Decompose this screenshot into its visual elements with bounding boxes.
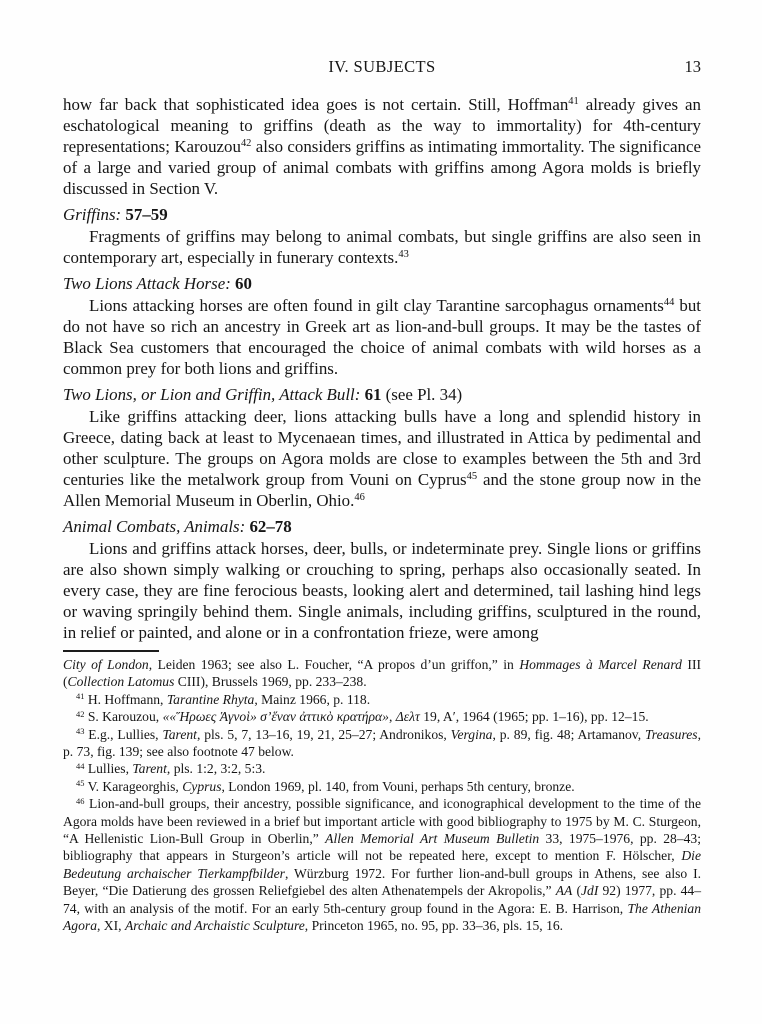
text-run: , p. 89, fig. 48; Artamanov, — [492, 726, 645, 742]
text-run: (see Pl. 34) — [381, 385, 463, 404]
text-run: JdI — [580, 883, 599, 899]
text-column — [63, 57, 701, 935]
text-run: , Mainz 1966, p. 118. — [254, 691, 371, 707]
footnote-marker: 41 — [76, 691, 85, 702]
text-run: Fragments of griffins may belong to animal combats, but single griffins are also seen in contemporary art, especially in funerary contexts. — [63, 227, 701, 267]
heading-two-lions-attack-horse — [63, 273, 701, 294]
text-run: III ( — [63, 657, 702, 690]
text-run: 19, Α′, 1964 (1965; pp. 1–16), pp. 12–15. — [419, 709, 649, 725]
text-run: , Princeton 1965, no. 95, pp. 33–36, pls. 15, 16. — [304, 918, 564, 934]
page-header — [63, 57, 701, 77]
text-run: Hommages à Marcel Renard — [519, 657, 682, 672]
footnote-44 — [63, 760, 701, 777]
text-run: Lullies, — [84, 761, 133, 777]
footnote-marker: 46 — [76, 795, 85, 806]
text-run: , pls. 1:2, 3:2, 5:3. — [166, 761, 266, 777]
running-head: IV. SUBJECTS — [328, 57, 436, 76]
text-run: Tarantine Rhyta — [166, 691, 255, 707]
text-run: E.g., Lullies, — [84, 726, 163, 742]
text-run: Cyprus — [182, 778, 222, 794]
page-number: 13 — [684, 57, 701, 76]
text-run: AA — [555, 883, 573, 899]
text-run: CIII), Brussels 1969, pp. 233–238. — [174, 674, 367, 690]
footnote-marker: 42 — [240, 138, 252, 150]
footnote-42 — [63, 708, 701, 725]
text-run: Two Lions, or Lion and Griffin, Attack Bull: — [63, 385, 365, 404]
footnote-marker: 43 — [398, 249, 409, 261]
text-run: Griffins: — [63, 205, 126, 224]
text-run: Lions and griffins attack horses, deer, bulls, or indeterminate prey. Single lions or griffins are also shown simply walking or crouching to spring, perhaps also occasionally seated. In every case, they are fine ferocious beasts, looking alert and determined, tail lashing hind legs or waving springily behind them. Single animals, including griffins, sculptured in the round, in relief or painted, and alone or in a confrontation frieze, were among — [63, 539, 701, 642]
text-run: Lions attacking horses are often found in gilt clay Tarantine sarcophagus ornaments — [89, 296, 664, 315]
text-run: Tarent — [162, 726, 197, 742]
text-run: Like griffins attacking deer, lions attacking bulls have a long and splendid history in Greece, dating back at least to Mycenaean times, and illustrated in Attica by pedimental and other sculpture. The groups on Agora molds are close to examples between the 5th and 3rd centuries like the metalwork group from Vouni on Cyprus — [63, 407, 701, 489]
text-run: ( — [572, 883, 581, 899]
paragraph-lions-griffin-attack-bull — [63, 406, 701, 511]
text-run: H. Hoffmann, — [84, 691, 167, 707]
text-run: , — [388, 709, 396, 725]
text-run: 33, 1975–1976, pp. 28–43; bibliography that appears in Sturgeon’s article will not be repeated here, except to mention F. Hölscher, — [63, 831, 701, 864]
text-run: 61 — [364, 385, 382, 404]
footnote-marker: 44 — [76, 760, 85, 771]
text-run: but do not have so rich an ancestry in Greek art as lion-and-bull groups. It may be the tastes of Black Sea customers that encouraged the choice of animal combats with wild horses as a common prey for both lions and griffins. — [63, 296, 701, 378]
text-run: Die Bedeutung archaischer Tierkampfbilder — [63, 848, 701, 881]
paragraph-griffins — [63, 226, 701, 268]
text-run: Archaic and Archaistic Sculpture — [124, 918, 305, 934]
footnote-41 — [63, 691, 701, 708]
text-run: 60 — [235, 274, 252, 293]
text-run: , pls. 5, 7, 13–16, 19, 21, 25–27; Andronikos, — [196, 726, 451, 742]
text-run: 92) 1977, pp. 44–74, with an analysis of the motif. For an early 5th-century group found in the Agora: E. B. Harrison, — [63, 883, 701, 916]
footnote-marker: 45 — [466, 471, 478, 483]
text-run: Allen Memorial Art Museum Bulletin — [325, 831, 540, 847]
text-run: 57–59 — [125, 205, 168, 224]
footnote-marker: 46 — [354, 492, 365, 504]
text-run: Animal Combats, Animals: — [63, 517, 250, 536]
footnote-marker: 43 — [76, 726, 85, 736]
footnote-marker: 44 — [663, 297, 675, 309]
paragraph-animal-combats — [63, 538, 701, 643]
text-run: ««Ἥρωες Ἁγνοὶ» σ’ἕναν ἀττικὸ κρατήρα» — [162, 709, 389, 725]
text-run: , Leiden 1963; see also L. Foucher, “A propos d’un griffon,” in — [148, 657, 520, 672]
footnote-45 — [63, 778, 701, 795]
paragraph-two-lions-attack-horse — [63, 295, 701, 379]
heading-animal-combats — [63, 516, 701, 537]
text-run: and the stone group now in the Allen Memorial Museum in Oberlin, Ohio. — [63, 470, 701, 510]
text-run: , London 1969, pl. 140, from Vouni, perhaps 5th century, bronze. — [221, 778, 575, 794]
footnote-marker: 42 — [76, 708, 85, 719]
text-run: already gives an eschatological meaning to griffins (death as the way to immortality) for 4th-century representations; Karouzou — [63, 95, 701, 156]
text-run: , Würzburg 1972. For further lion-and-bull groups in Athens, see also I. Beyer, “Die Datierung des grossen Reliefgiebel des alten Athenatempels der Akropolis,” — [63, 865, 701, 899]
text-run: Lion-and-bull groups, their ancestry, possible significance, and iconographical development to the time of the Agora molds have been reviewed in a brief but important article with good bibliography to 1975 by M. C. Sturgeon, “A Hellenistic Lion-Bull Group in Oberlin,” — [63, 796, 701, 847]
text-run: 62–78 — [249, 517, 292, 536]
text-run: Tarent — [132, 761, 167, 777]
footnote-46 — [63, 795, 701, 934]
body-text — [63, 94, 701, 643]
heading-griffins — [63, 204, 701, 225]
text-run: Two Lions Attack Horse: — [63, 274, 236, 293]
footnote-marker: 45 — [76, 778, 85, 789]
text-run: , p. 73, fig. 139; see also footnote 47 below. — [63, 726, 701, 760]
text-run: Vergina — [450, 726, 493, 742]
footnote-divider — [63, 650, 159, 652]
text-run: V. Karageorghis, — [84, 778, 183, 794]
text-run: Δελτ — [395, 709, 420, 725]
footnote-43 — [63, 726, 701, 761]
text-run: Collection Latomus — [67, 674, 175, 690]
footnote-continuation — [63, 656, 701, 691]
footnotes-section — [63, 656, 701, 935]
text-run: , XI, — [96, 918, 125, 934]
text-run: Treasures — [644, 726, 698, 742]
text-run: S. Karouzou, — [84, 709, 163, 725]
text-run: also considers griffins as intimating immortality. The significance of a large and varied group of animal combats with griffins among Agora molds is briefly discussed in Section V. — [63, 137, 701, 198]
text-run: The Athenian Agora — [63, 900, 702, 934]
footnote-marker: 41 — [568, 96, 579, 108]
text-run: how far back that sophisticated idea goes is not certain. Still, Hoffman — [63, 95, 569, 114]
text-run: City of London — [63, 657, 149, 672]
paragraph-intro — [63, 94, 701, 199]
heading-lions-griffin-attack-bull — [63, 384, 701, 405]
